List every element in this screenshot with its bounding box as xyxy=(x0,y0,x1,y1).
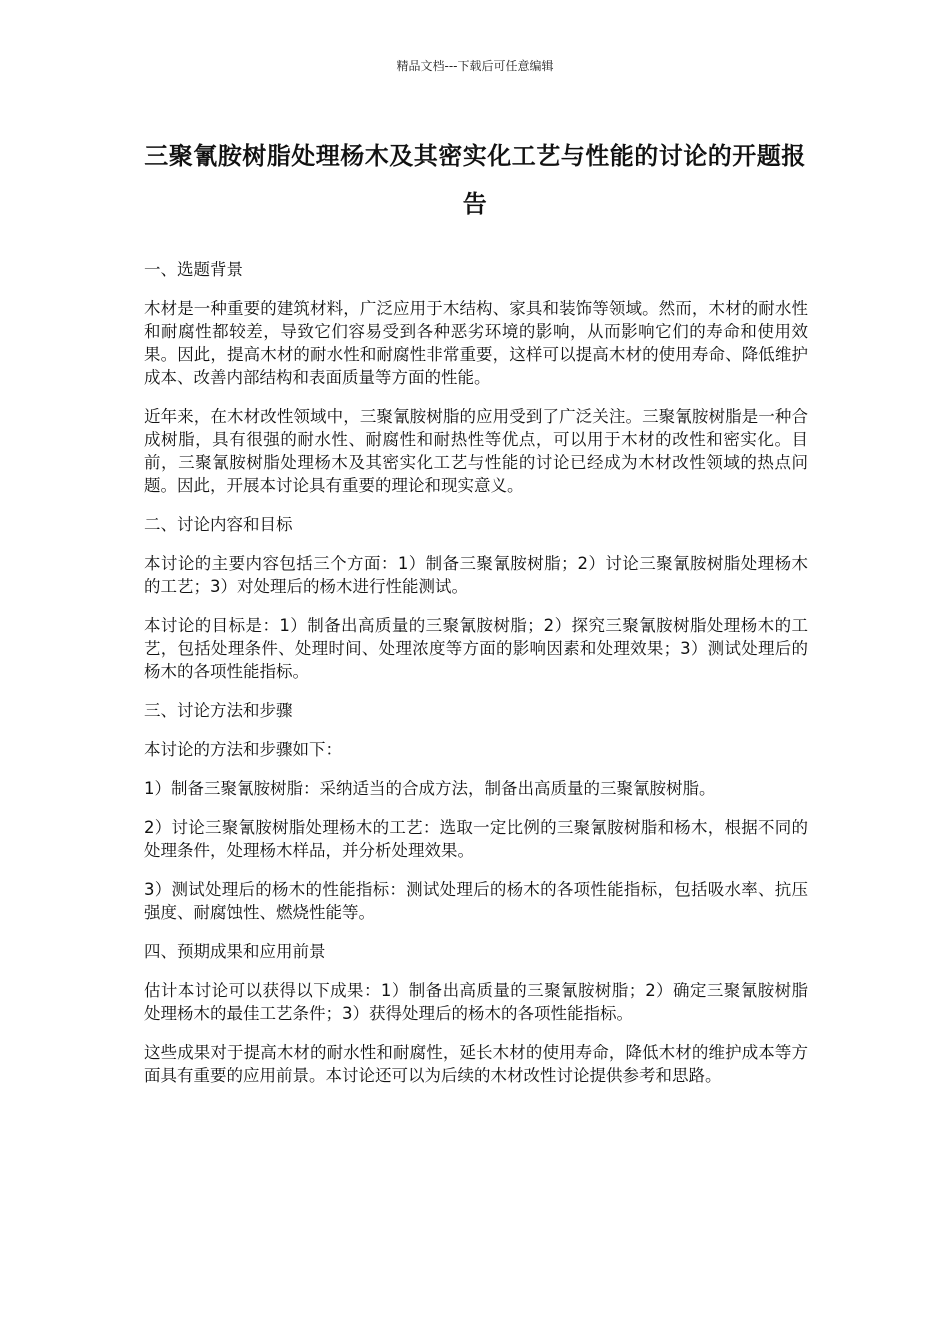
list-item: 3）测试处理后的杨木的性能指标：测试处理后的杨木的各项性能指标，包括吸水率、抗压强度、耐腐蚀性、燃烧性能等。 xyxy=(144,880,808,922)
section-heading-outcomes: 四、预期成果和应用前景 xyxy=(144,942,326,961)
header-note: 精品文档---下载后可任意编辑 xyxy=(396,59,554,73)
document-body xyxy=(144,258,808,1103)
paragraph: 估计本讨论可以获得以下成果：1）制备出高质量的三聚氰胺树脂；2）确定三聚氰胺树脂处理杨木的最佳工艺条件；3）获得处理后的杨木的各项性能指标。 xyxy=(144,981,808,1023)
section-heading-methods: 三、讨论方法和步骤 xyxy=(144,701,293,720)
paragraph: 这些成果对于提高木材的耐水性和耐腐性，延长木材的使用寿命，降低木材的维护成本等方面具有重要的应用前景。本讨论还可以为后续的木材改性讨论提供参考和思路。 xyxy=(144,1043,808,1085)
paragraph: 本讨论的方法和步骤如下： xyxy=(144,740,342,759)
paragraph: 近年来，在木材改性领域中，三聚氰胺树脂的应用受到了广泛关注。三聚氰胺树脂是一种合成树脂，具有很强的耐水性、耐腐性和耐热性等优点，可以用于木材的改性和密实化。目前，三聚氰胺树脂处理杨木及其密实化工艺与性能的讨论已经成为木材改性领域的热点问题。因此，开展本讨论具有重要的理论和现实意义。 xyxy=(144,407,808,495)
section-heading-content-goals: 二、讨论内容和目标 xyxy=(144,515,293,534)
list-item: 2）讨论三聚氰胺树脂处理杨木的工艺：选取一定比例的三聚氰胺树脂和杨木，根据不同的处理条件，处理杨木样品，并分析处理效果。 xyxy=(144,818,808,860)
document-title: 三聚氰胺树脂处理杨木及其密实化工艺与性能的讨论的开题报告 xyxy=(144,142,806,218)
paragraph: 本讨论的目标是：1）制备出高质量的三聚氰胺树脂；2）探究三聚氰胺树脂处理杨木的工艺，包括处理条件、处理时间、处理浓度等方面的影响因素和处理效果；3）测试处理后的杨木的各项性能指标。 xyxy=(144,616,808,681)
paragraph: 木材是一种重要的建筑材料，广泛应用于木结构、家具和装饰等领域。然而，木材的耐水性和耐腐性都较差，导致它们容易受到各种恶劣环境的影响，从而影响它们的寿命和使用效果。因此，提高木材的耐水性和耐腐性非常重要，这样可以提高木材的使用寿命、降低维护成本、改善内部结构和表面质量等方面的性能。 xyxy=(144,299,808,387)
section-heading-background: 一、选题背景 xyxy=(144,260,243,279)
list-item: 1）制备三聚氰胺树脂：采纳适当的合成方法，制备出高质量的三聚氰胺树脂。 xyxy=(144,779,716,798)
paragraph: 本讨论的主要内容包括三个方面：1）制备三聚氰胺树脂；2）讨论三聚氰胺树脂处理杨木的工艺；3）对处理后的杨木进行性能测试。 xyxy=(144,554,808,596)
